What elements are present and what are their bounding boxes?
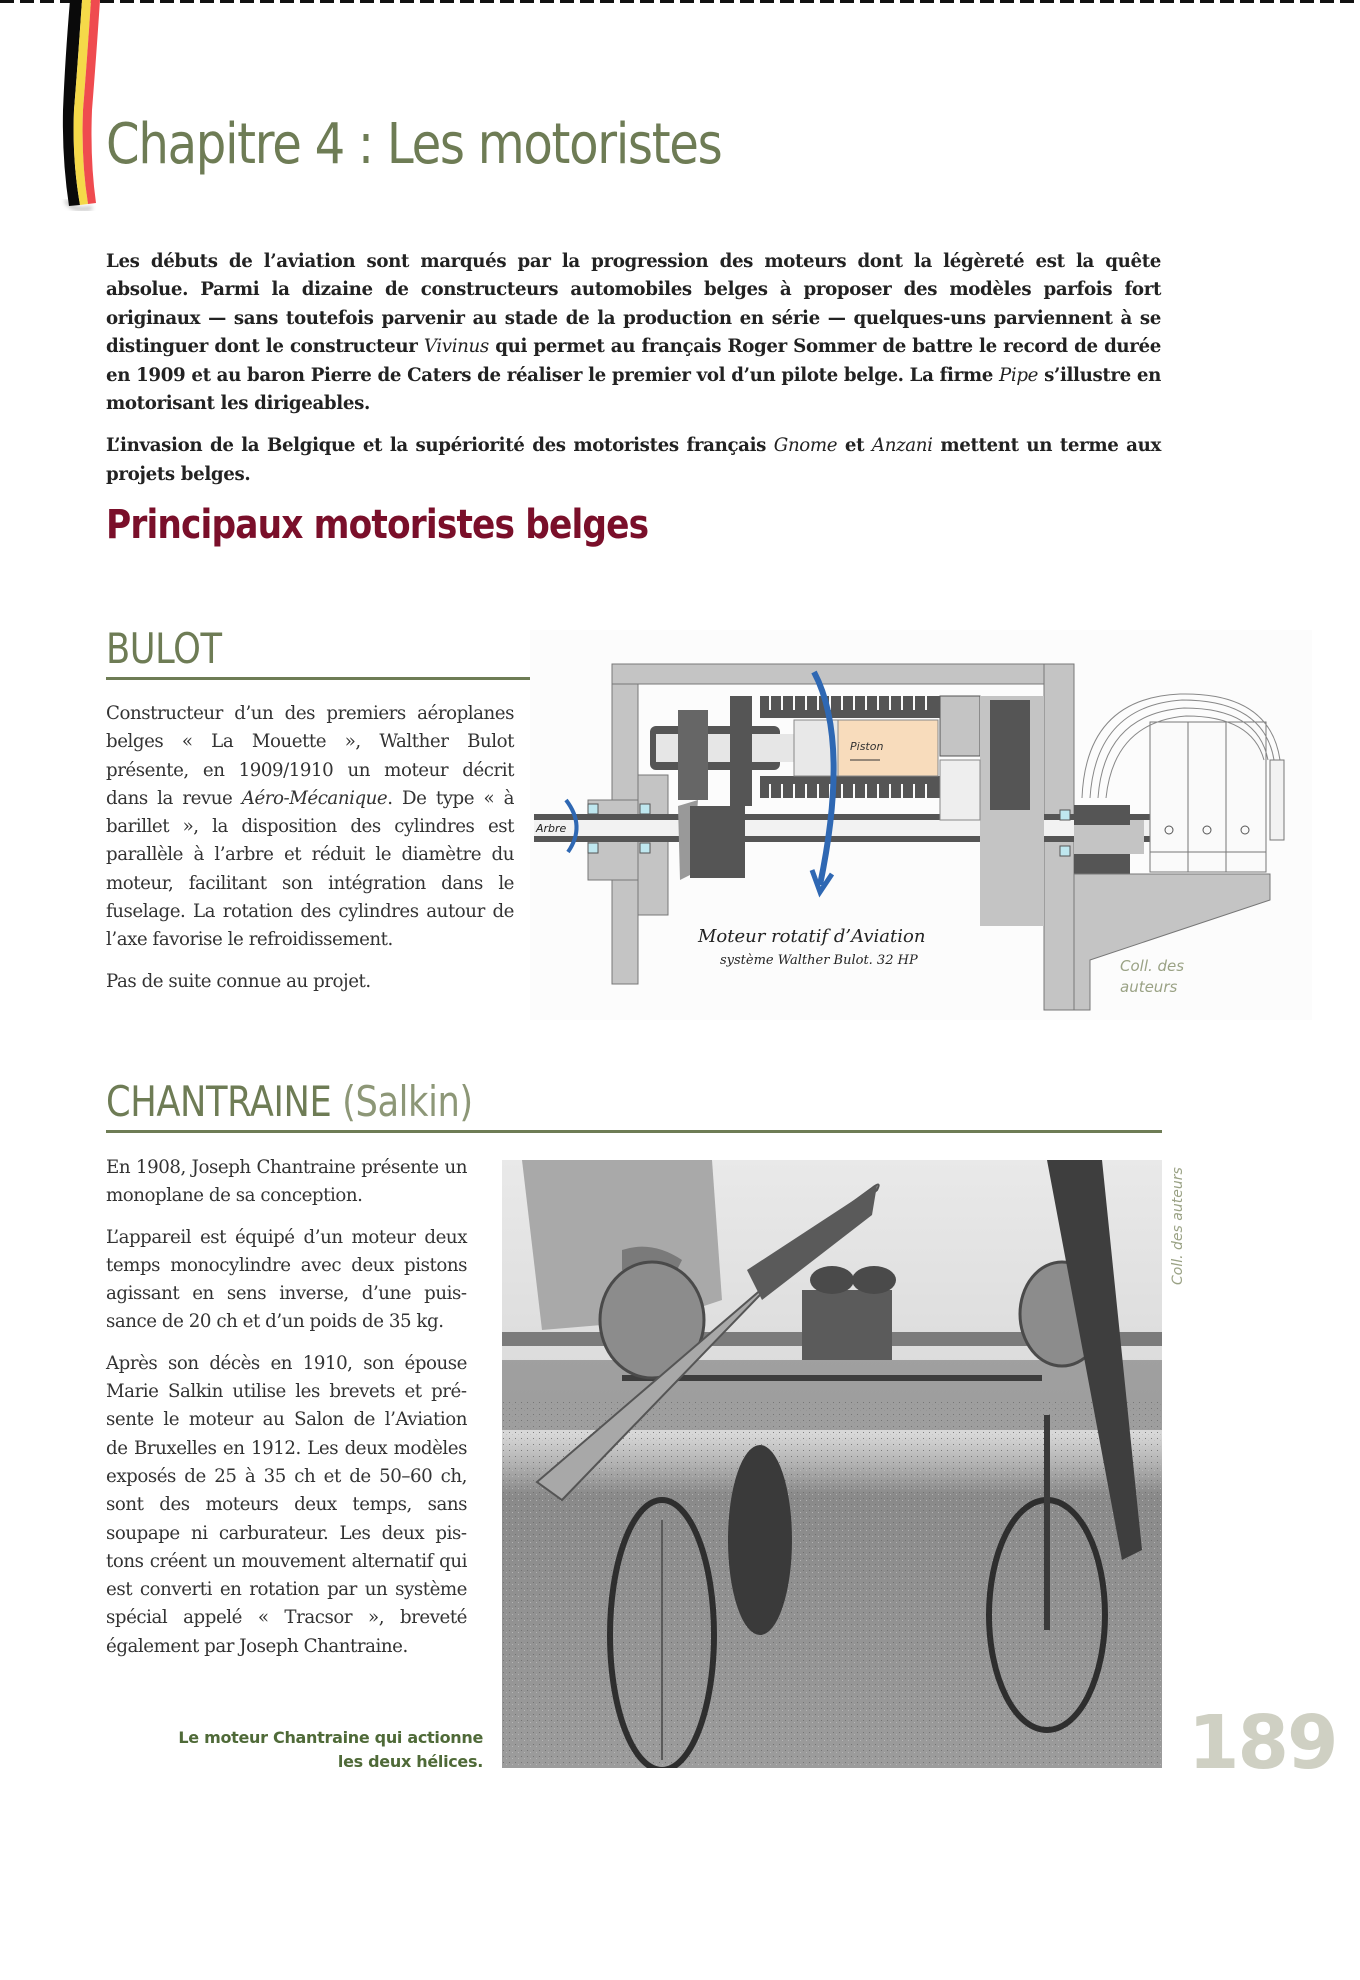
credit-line: auteurs: [1120, 978, 1178, 996]
heading-main: CHANTRAINE: [106, 1077, 332, 1126]
handwritten-title: Moteur rotatif d’Aviation: [698, 926, 926, 947]
bulot-paragraph-2: Pas de suite connue au projet.: [106, 970, 371, 992]
chapter-title: Chapitre 4 : Les motoristes: [106, 112, 722, 177]
arbre-label: Arbre: [536, 822, 567, 835]
bulot-heading-rule: [106, 677, 588, 680]
handwritten-subtitle: système Walther Bulot. 32 HP: [720, 953, 918, 968]
chantraine-text: [106, 1154, 467, 1674]
italic-review-title: Aéro-Mécanique: [241, 787, 388, 809]
text-run: et: [837, 435, 872, 457]
intro-text: [106, 248, 1161, 503]
photo-illustration: [502, 1160, 1162, 1768]
text-run: . De type « à barillet », la disposition des cylindres est parallèle à l’arbre et réduit le diamètre du moteur, facilitant son intégration dans le fuselage. La rotation des cylindres autour de l’axe favorise le refroidissement.: [106, 787, 514, 951]
credit-line: Coll. des: [1120, 957, 1185, 975]
photo-caption: [150, 1726, 483, 1774]
bulot-image-credit: [1120, 956, 1184, 998]
page-number: 189: [1188, 1700, 1337, 1786]
intro-paragraph-1: [106, 248, 1161, 418]
chantraine-paragraph-3: Après son décès en 1910, son épouse Marie Salkin utilise les brevets et présente le moteur au Salon de l’Aviation de Bruxelles en 1912. Les deux modèles exposés de 25 à 35 ch et de 50–60 ch, sont des moteurs deux temps, sans soupape ni carburateur. Les deux pistons créent un mouvement alternatif qui est converti en rotation par un système spécial appelé « Tracsor », breveté également par Joseph Chantraine.: [106, 1352, 467, 1657]
chantraine-paragraph-2: L’appareil est équipé d’un moteur deux temps monocylindre avec deux pistons agissant en sens inverse, d’une puissance de 20 ch et d’un poids de 35 kg.: [106, 1226, 467, 1333]
bulot-text: [106, 700, 514, 1009]
chantraine-heading: [106, 1077, 473, 1126]
engine-cross-section-figure: [530, 630, 1312, 1020]
text-run: s’illustre en motorisant les dirigeables.: [106, 364, 1162, 415]
bulot-paragraph-1: [106, 700, 514, 955]
italic-brand-gnome: Gnome: [773, 435, 838, 457]
caption-line: Le moteur Chantraine qui actionne: [178, 1728, 483, 1747]
text-run: L’invasion de la Belgique et la supériorité des motoristes français: [106, 435, 774, 457]
bulot-heading: BULOT: [106, 624, 222, 673]
text-run: Constructeur d’un des premiers aéroplanes belges « La Mouette », Walther Bulot présente, en 1909/1910 un moteur décrit dans la revue: [106, 703, 514, 809]
caption-line: les deux hélices.: [337, 1752, 483, 1771]
chantraine-heading-rule: [106, 1130, 1162, 1133]
bulot-engine-diagram: [530, 630, 1312, 1020]
heading-parenthetical: (Salkin): [342, 1077, 473, 1126]
section-title: Principaux motoristes belges: [106, 502, 649, 548]
text-run: Les débuts de l’aviation sont marqués par la progression des moteurs dont la légèreté est la quête absolue. Parmi la dizaine de constructeurs automobiles belges à proposer des modèles parfois fort originaux — sans toutefois parvenir au stade de la production en série — quelques-uns parviennent à se distinguer dont le constructeur: [106, 251, 1161, 358]
text-run: qui permet au français Roger Sommer de battre le record de durée en 1909 et au baron Pierre de Caters de réaliser le premier vol d’un pilote belge. La firme: [106, 336, 1161, 386]
text-run: mettent un terme aux projets belges.: [106, 435, 1161, 485]
italic-brand-vivinus: Vivinus: [423, 336, 489, 358]
intro-paragraph-2: [106, 432, 1161, 489]
top-dashed-border: [0, 0, 1360, 3]
italic-brand-pipe: Pipe: [998, 364, 1039, 386]
italic-brand-anzani: Anzani: [871, 435, 933, 457]
chantraine-paragraph-1: En 1908, Joseph Chantraine présente un monoplane de sa conception.: [106, 1157, 467, 1207]
chantraine-engine-photo: [502, 1160, 1162, 1768]
chantraine-photo-credit: Coll. des auteurs: [1170, 1167, 1186, 1285]
piston-label: Piston: [850, 740, 884, 753]
belgian-flag-ribbon-icon: [52, 0, 112, 215]
